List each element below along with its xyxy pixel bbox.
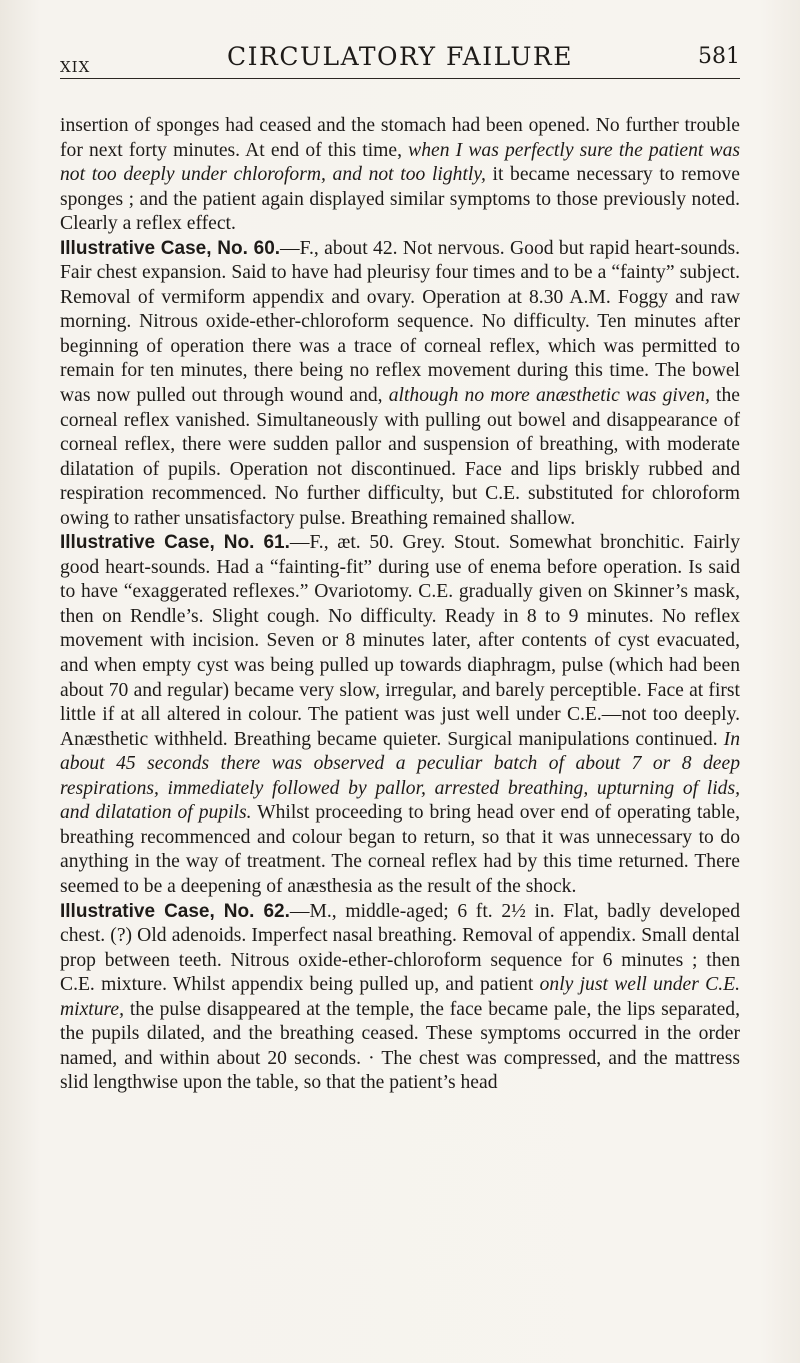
case-paragraph	[60, 900, 740, 1096]
case-paragraph	[60, 237, 740, 532]
chapter-numeral: XIX	[60, 58, 91, 76]
italic-text: when I was perfectly sure the patient was not too deeply under chloroform, and not too lightly,	[60, 139, 740, 186]
text-run: the pulse disappeared at the temple, the face became pale, the lips separated, the pupils dilated, and the breathing ceased. These symptoms occurred in the order named, and within about 20 seconds. · The chest was compressed, and the mattress slid lengthwise upon the table, so that the patient’s head	[60, 998, 740, 1094]
text-run: —F., about 42. Not nervous. Good but rapid heart-sounds. Fair chest expansion. Said to have had pleurisy four times and to be a “fainty” subject. Removal of vermiform appendix and ovary. Operation at 8.30 A.M. Foggy and raw morning. Nitrous oxide-ether-chloroform sequence. No difficulty. Ten minutes after beginning of operation there was a trace of corneal reflex, which was permitted to remain for ten minutes, there being no reflex movement during this time. The bowel was now pulled out through wound and,	[60, 237, 741, 407]
paragraph-continued	[60, 114, 740, 237]
text-run: the corneal reflex vanished. Simultaneously with pulling out bowel and disappearance of corneal reflex, there were sudden pallor and suspension of breathing, with moderate dilatation of pupils. Operation not discontinued. Face and lips briskly rubbed and respiration recommenced. No further difficulty, but C.E. substituted for chloroform owing to rather unsatisfactory pulse. Breathing remained shallow.	[60, 385, 740, 529]
text-run: it became necessary to remove sponges ; and the patient again displayed similar symptoms to those previously noted. Clearly a reflex effect.	[60, 164, 740, 235]
italic-text: only just well under C.E. mixture,	[60, 974, 740, 1020]
text-run: insertion of sponges had ceased and the stomach had been opened. No further trouble for next forty minutes. At end of this time,	[60, 115, 740, 161]
running-head	[60, 38, 740, 79]
italic-text: In about 45 seconds there was observed a peculiar batch of about 7 or 8 deep respirations, immediately followed by pallor, arrested breathing, upturning of lids, and dilatation of pupils.	[60, 728, 740, 824]
text-run: —M., middle-aged; 6 ft. 2½ in. Flat, badly developed chest. (?) Old adenoids. Imperfect nasal breathing. Removal of appendix. Small dental prop between teeth. Nitrous oxide-ether-chloroform sequence for 6 minutes ; then C.E. mixture. Whilst appendix being pulled up, and patient	[60, 900, 740, 996]
case-heading: Illustrative Case, No. 61.	[60, 532, 290, 554]
body-text	[60, 114, 740, 1096]
case-heading: Illustrative Case, No. 60.	[60, 237, 281, 259]
page-number: 581	[698, 44, 740, 69]
text-run: Whilst proceeding to bring head over end of operating table, breathing recommenced and colour began to return, so that it was unnecessary to do anything in the way of treatment. The corneal reflex had by this time returned. There seemed to be a deepening of anæsthesia as the result of the shock.	[60, 802, 740, 897]
text-run: —F., æt. 50. Grey. Stout. Somewhat bronchitic. Fairly good heart-sounds. Had a “fainting-fit” during use of enema before operation. Is said to have “exaggerated reflexes.” Ovariotomy. C.E. gradually given on Skinner’s mask, then on Rendle’s. Slight cough. No difficulty. Ready in 8 to 9 minutes. No reflex movement with incision. Seven or 8 minutes later, after contents of cyst evacuated, and when empty cyst was being pulled up towards diaphragm, pulse (which had been about 70 and regular) became very slow, irregular, and barely perceptible. Face at first little if at all altered in colour. The patient was just well under C.E.—not too deeply. Anæsthetic withheld. Breathing became quieter. Surgical manipulations continued.	[60, 532, 741, 750]
running-title: CIRCULATORY FAILURE	[227, 42, 573, 71]
case-paragraph	[60, 531, 740, 899]
case-heading: Illustrative Case, No. 62.	[60, 900, 290, 922]
italic-text: although no more anæsthetic was given,	[388, 385, 710, 407]
